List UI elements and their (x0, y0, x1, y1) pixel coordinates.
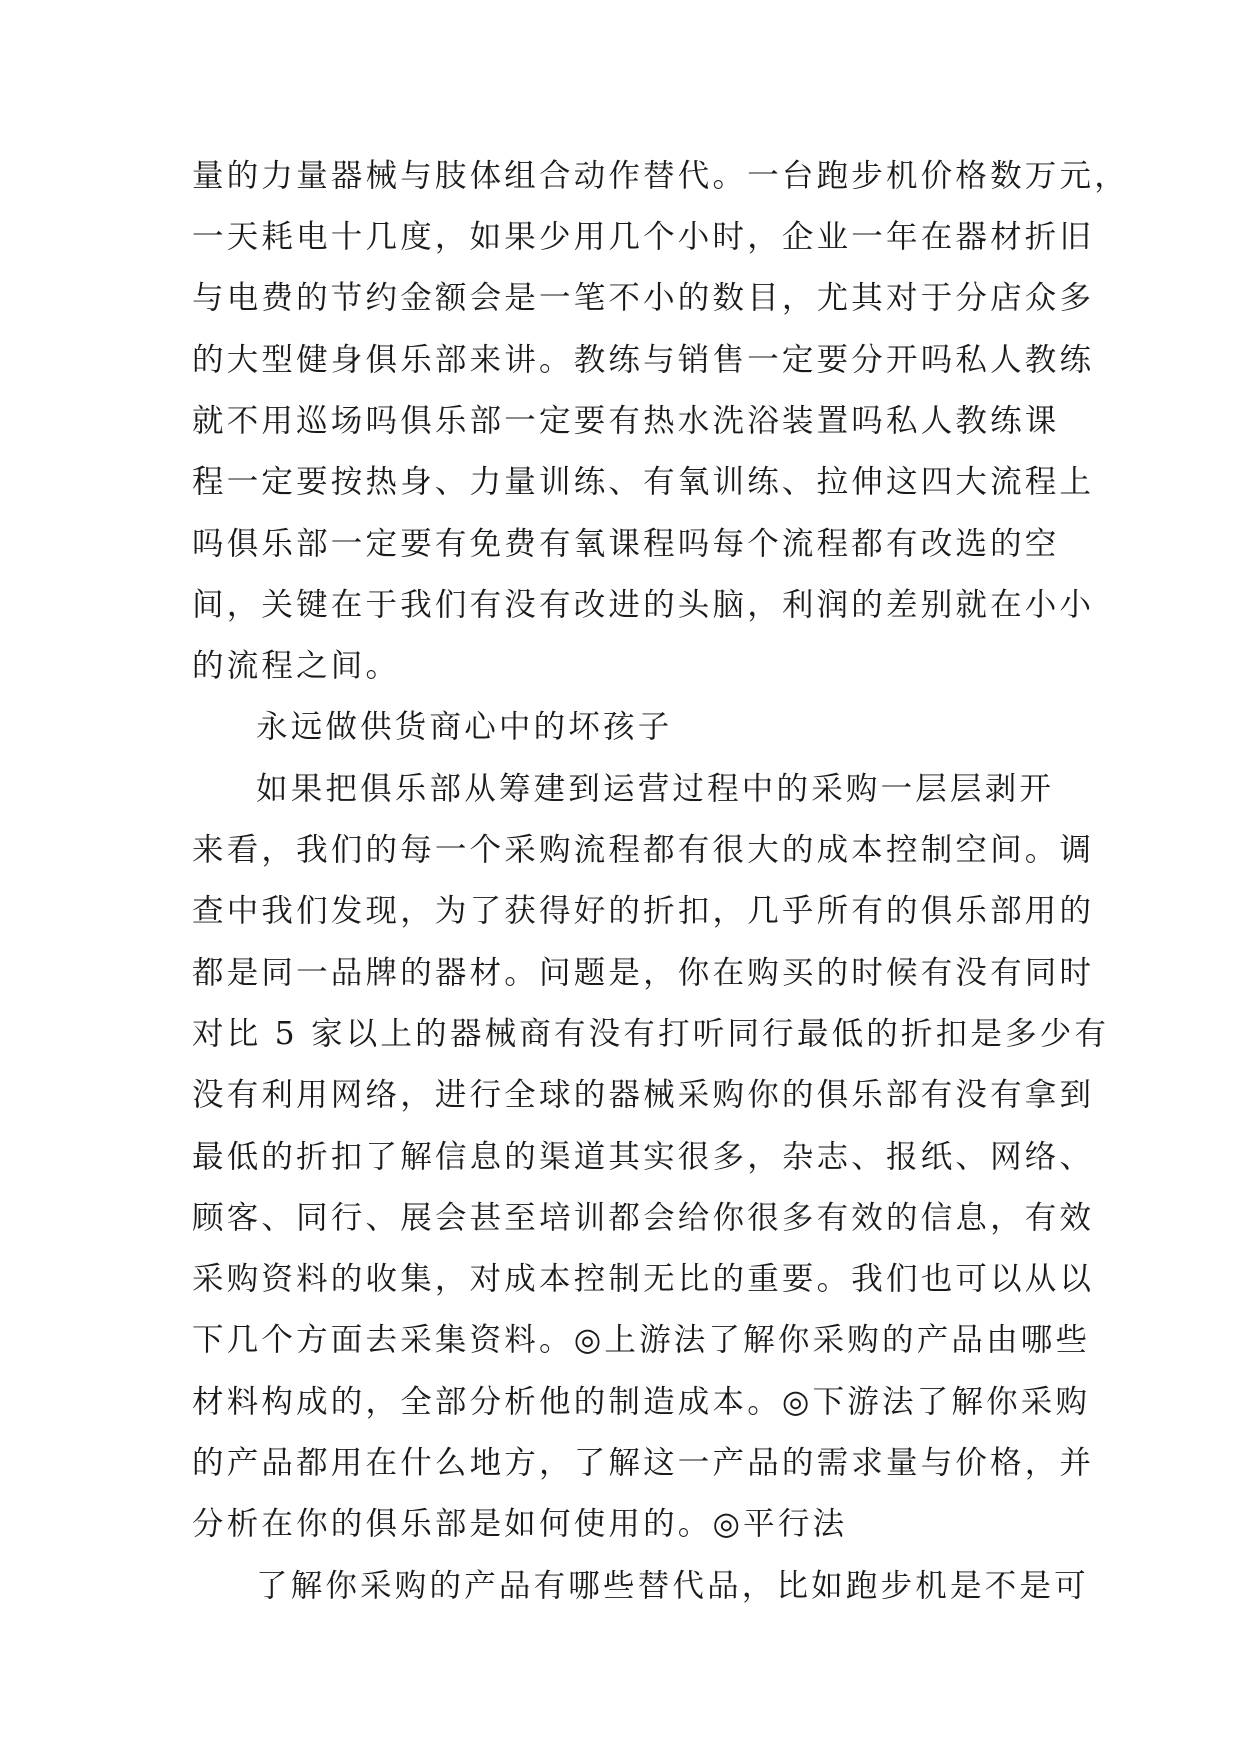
text-line: 来看，我们的每一个采购流程都有很大的成本控制空间。调 (192, 832, 1095, 868)
text-line: 量的力量器械与肢体组合动作替代。一台跑步机价格数万元， (192, 158, 1129, 194)
text-line: 的产品都用在什么地方，了解这一产品的需求量与价格，并 (192, 1445, 1095, 1481)
text-line: 都是同一品牌的器材。问题是，你在购买的时候有没有同时 (192, 955, 1095, 991)
text-line: 对比 5 家以上的器械商有没有打听同行最低的折扣是多少有 (192, 1016, 1110, 1052)
text-line: 采购资料的收集，对成本控制无比的重要。我们也可以从以 (192, 1261, 1095, 1297)
text-line: 分析在你的俱乐部是如何使用的。◎平行法 (192, 1506, 848, 1542)
text-line: 就不用巡场吗俱乐部一定要有热水洗浴装置吗私人教练课 (192, 403, 1060, 439)
text-line: 吗俱乐部一定要有免费有氧课程吗每个流程都有改选的空 (192, 526, 1060, 562)
text-line: 的大型健身俱乐部来讲。教练与销售一定要分开吗私人教练 (192, 342, 1095, 378)
text-line: 与电费的节约金额会是一笔不小的数目，尤其对于分店众多 (192, 280, 1095, 316)
text-line: 的流程之间。 (192, 648, 401, 684)
section-heading: 永远做供货商心中的坏孩子 (256, 709, 673, 745)
text-line: 下几个方面去采集资料。◎上游法了解你采购的产品由哪些 (192, 1322, 1091, 1358)
text-line: 顾客、同行、展会甚至培训都会给你很多有效的信息，有效 (192, 1200, 1095, 1236)
text-line: 一天耗电十几度，如果少用几个小时，企业一年在器材折旧 (192, 219, 1095, 255)
text-line: 材料构成的，全部分析他的制造成本。◎下游法了解你采购 (192, 1384, 1091, 1420)
paragraph-first-line: 如果把俱乐部从筹建到运营过程中的采购一层层剥开 (256, 771, 1055, 807)
text-line: 最低的折扣了解信息的渠道其实很多，杂志、报纸、网络、 (192, 1139, 1095, 1175)
text-line: 程一定要按热身、力量训练、有氧训练、拉伸这四大流程上 (192, 464, 1095, 500)
paragraph-first-line: 了解你采购的产品有哪些替代品，比如跑步机是不是可 (256, 1568, 1089, 1604)
text-line: 没有利用网络，进行全球的器械采购你的俱乐部有没有拿到 (192, 1077, 1095, 1113)
text-line: 间，关键在于我们有没有改进的头脑，利润的差别就在小小 (192, 587, 1095, 623)
text-line: 查中我们发现，为了获得好的折扣，几乎所有的俱乐部用的 (192, 893, 1095, 929)
